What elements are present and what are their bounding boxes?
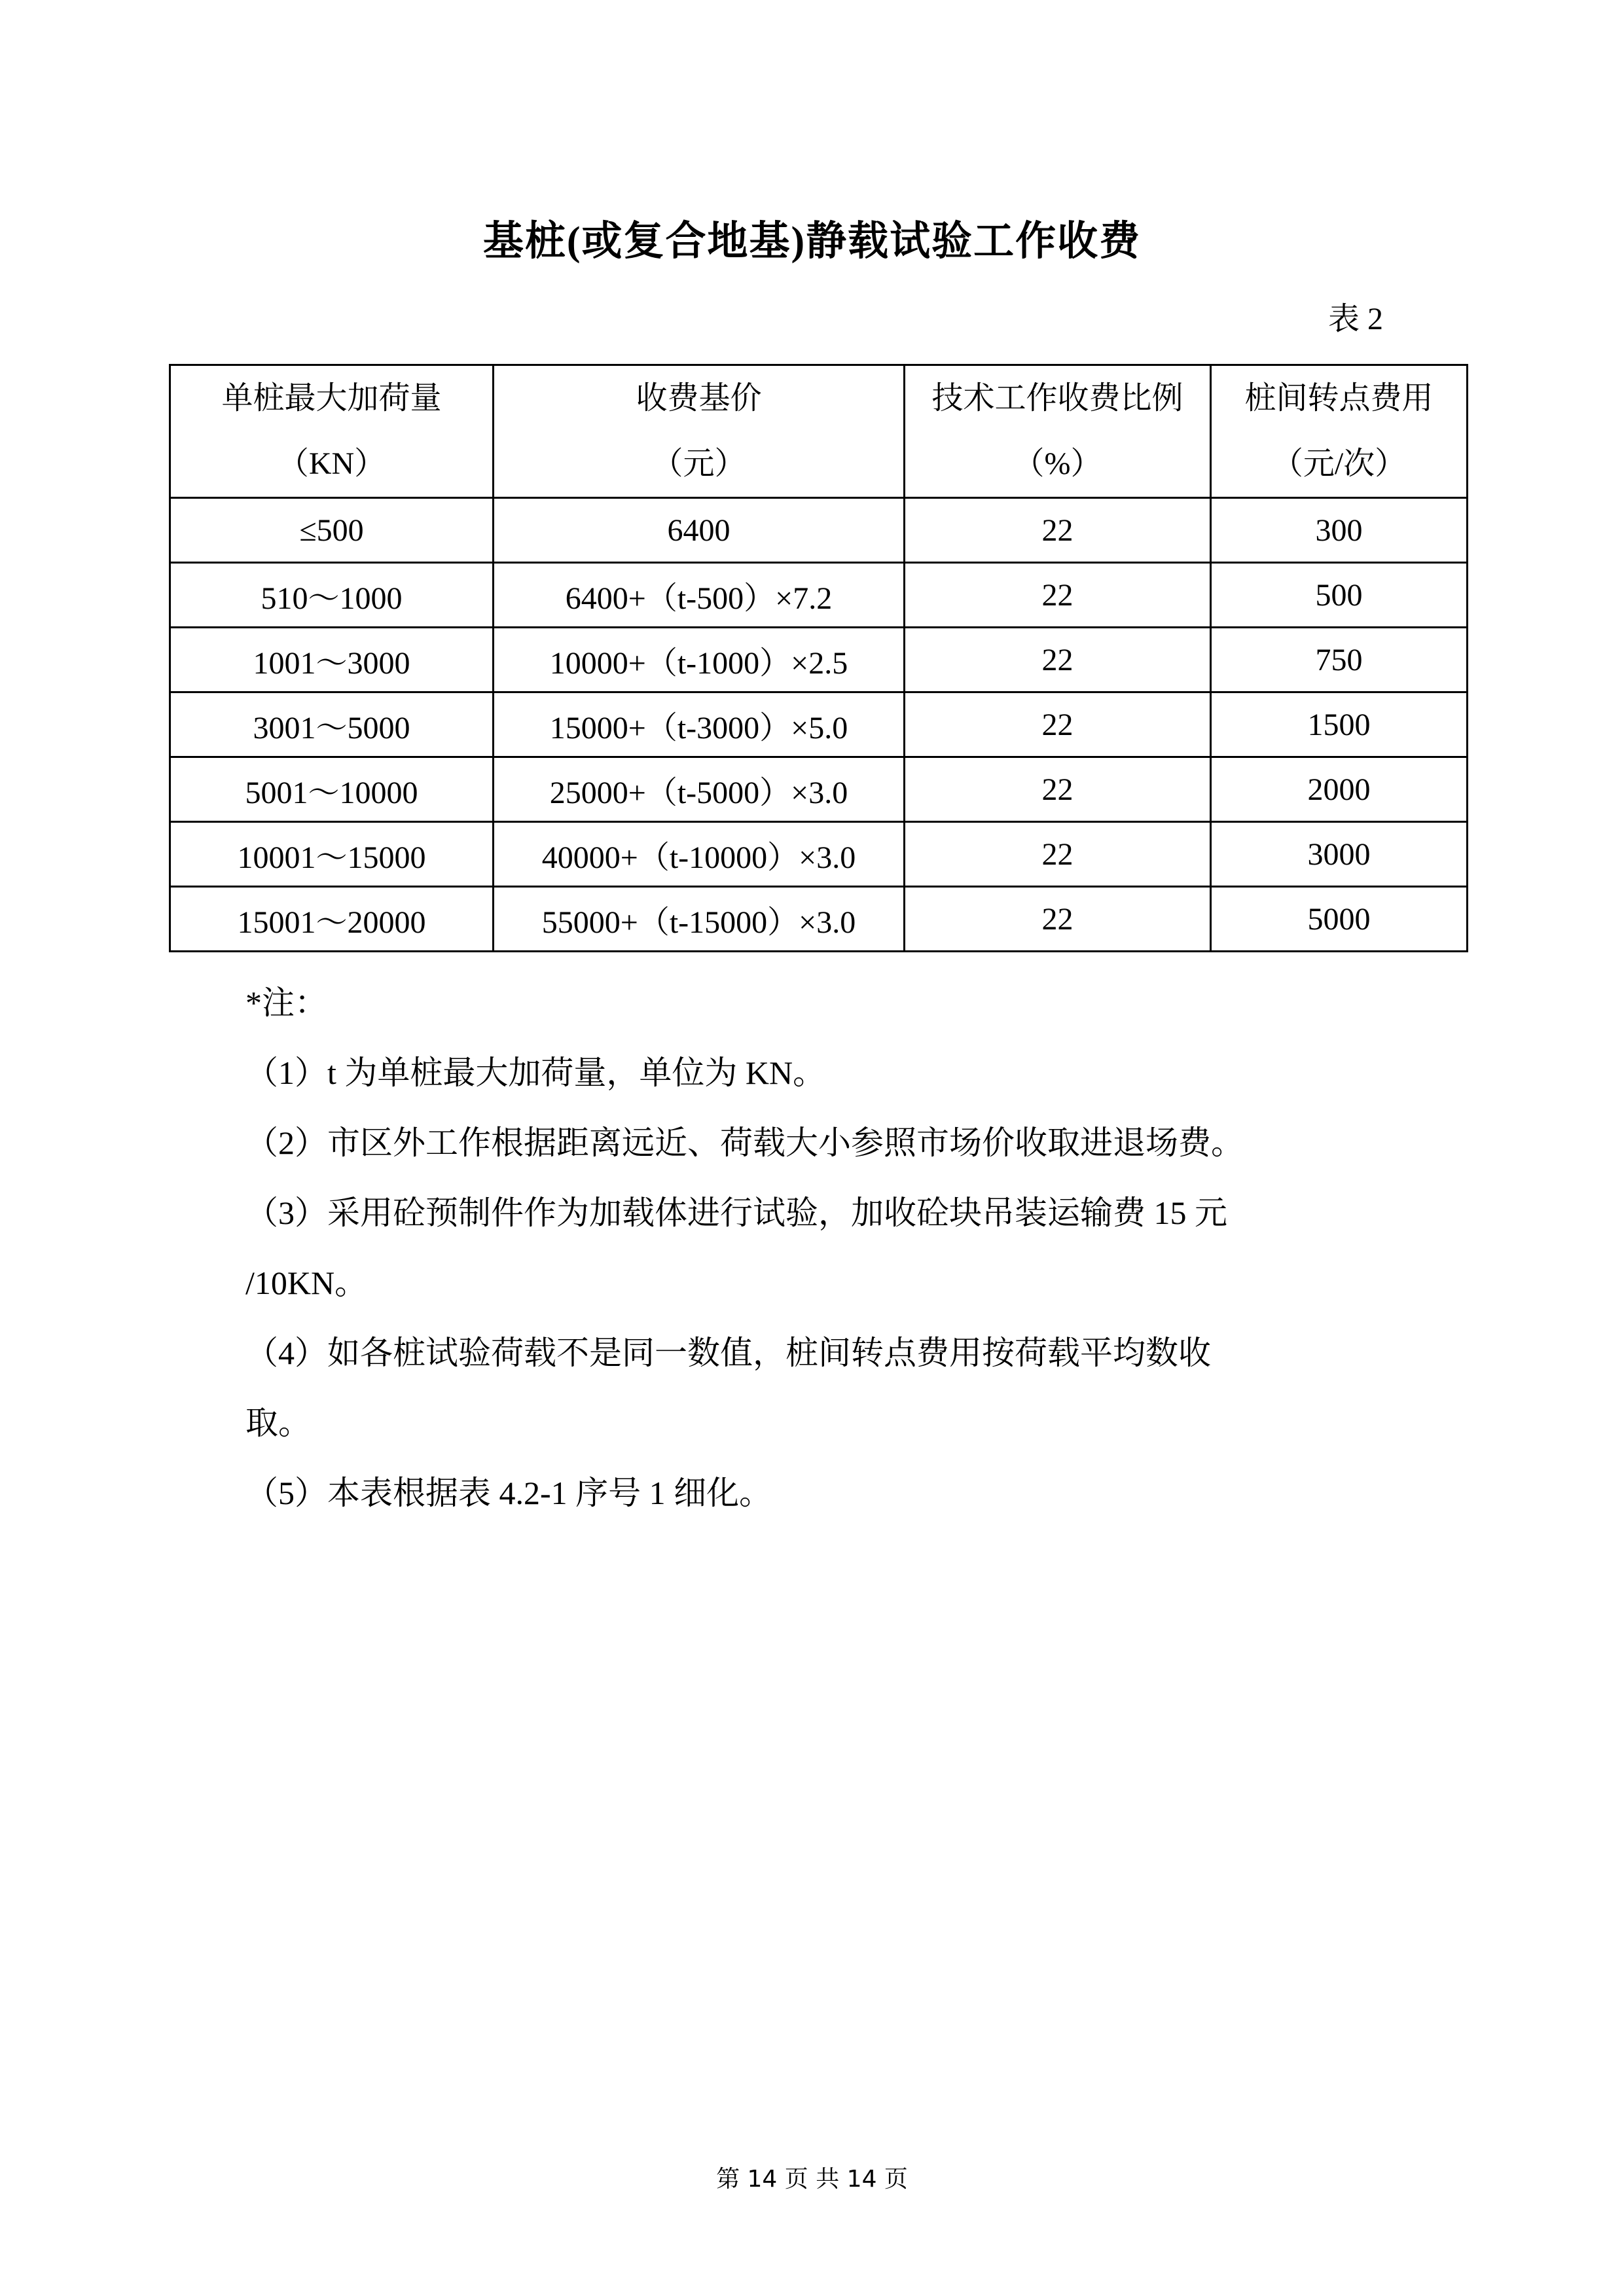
table-row <box>170 757 1468 822</box>
table-cell: 40000+（t-10000）×3.0 <box>494 822 905 887</box>
table-cell: 10001～15000 <box>170 822 494 887</box>
notes-block <box>245 968 1467 1528</box>
column-header <box>905 365 1211 498</box>
table-cell: 22 <box>905 887 1211 952</box>
table-number-label: 表 2 <box>1327 302 1383 336</box>
table-cell: 6400 <box>494 498 905 563</box>
table-header-row <box>170 365 1468 498</box>
table-cell: 22 <box>905 822 1211 887</box>
table-cell: 22 <box>905 563 1211 628</box>
column-header <box>170 365 494 498</box>
column-unit: （KN） <box>277 446 386 481</box>
table-cell: ≤500 <box>170 498 494 563</box>
table-cell: 5001～10000 <box>170 757 494 822</box>
table-row <box>170 822 1468 887</box>
note-line: *注： <box>245 984 327 1021</box>
column-title: 单桩最大加荷量 <box>221 381 442 416</box>
table-cell: 22 <box>905 692 1211 757</box>
table-cell: 3001～5000 <box>170 692 494 757</box>
table-cell: 22 <box>905 628 1211 692</box>
column-unit: （元/次） <box>1271 446 1407 481</box>
note-line: /10KN。 <box>245 1265 368 1301</box>
table-row <box>170 628 1468 692</box>
column-unit: （元） <box>651 446 746 481</box>
column-title: 技术工作收费比例 <box>931 381 1183 416</box>
table-cell: 55000+（t-15000）×3.0 <box>494 887 905 952</box>
table-cell: 10000+（t-1000）×2.5 <box>494 628 905 692</box>
table-cell: 500 <box>1211 563 1468 628</box>
column-header <box>494 365 905 498</box>
table-row <box>170 887 1468 952</box>
page-title: 基桩(或复合地基)静载试验工作收费 <box>482 219 1142 264</box>
column-title: 收费基价 <box>636 381 762 416</box>
page-footer: 第 14 页 共 14 页 <box>716 2166 908 2193</box>
table-cell: 2000 <box>1211 757 1468 822</box>
table-row <box>170 563 1468 628</box>
table-cell: 3000 <box>1211 822 1468 887</box>
table-cell: 6400+（t-500）×7.2 <box>494 563 905 628</box>
note-line: （4）如各桩试验荷载不是同一数值，桩间转点费用按荷载平均数收 <box>245 1335 1211 1371</box>
table-cell: 300 <box>1211 498 1468 563</box>
table-cell: 750 <box>1211 628 1468 692</box>
note-line: 取。 <box>245 1405 311 1441</box>
table-cell: 25000+（t-5000）×3.0 <box>494 757 905 822</box>
table-cell: 5000 <box>1211 887 1468 952</box>
table-cell: 22 <box>905 757 1211 822</box>
note-line: （3）采用砼预制件作为加载体进行试验，加收砼块吊装运输费 15 元 <box>245 1194 1227 1231</box>
table-cell: 510～1000 <box>170 563 494 628</box>
table-cell: 1001～3000 <box>170 628 494 692</box>
column-title: 桩间转点费用 <box>1244 381 1434 416</box>
column-unit: （%） <box>1013 446 1102 481</box>
table-cell: 22 <box>905 498 1211 563</box>
note-line: （1）t 为单桩最大加荷量，单位为 KN。 <box>245 1054 826 1091</box>
table-cell: 15001～20000 <box>170 887 494 952</box>
table-row <box>170 498 1468 563</box>
table-row <box>170 692 1468 757</box>
fee-table <box>169 364 1468 952</box>
column-header <box>1211 365 1468 498</box>
table-cell: 1500 <box>1211 692 1468 757</box>
table-cell: 15000+（t-3000）×5.0 <box>494 692 905 757</box>
note-line: （2）市区外工作根据距离远近、荷载大小参照市场价收取进退场费。 <box>245 1124 1244 1161</box>
note-line: （5）本表根据表 4.2-1 序号 1 细化。 <box>245 1475 772 1511</box>
